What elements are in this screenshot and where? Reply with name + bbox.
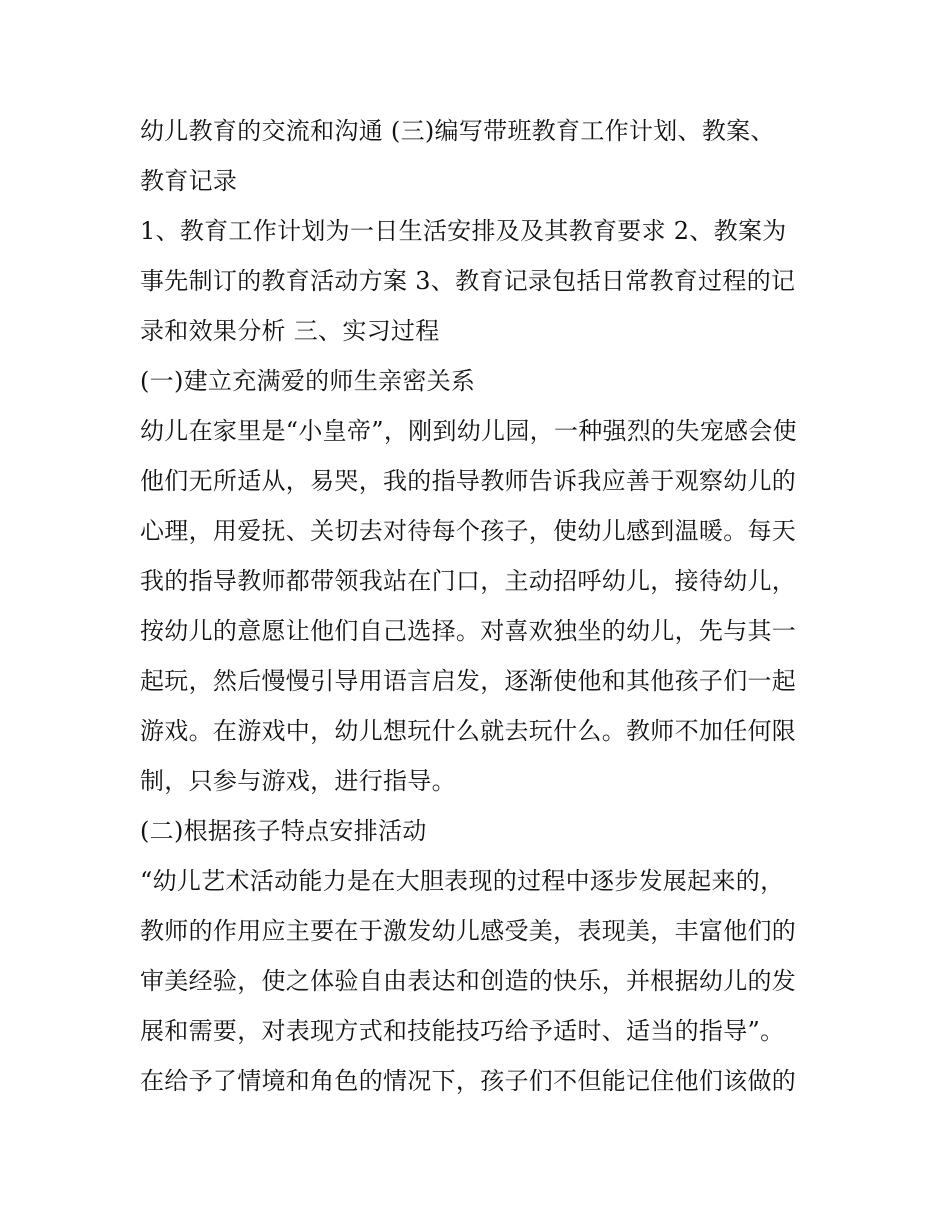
text-line: 他们无所适从，易哭，我的指导教师告诉我应善于观察幼儿的 [140,467,797,495]
text-line: 起玩，然后慢慢引导用语言启发，逐渐使他和其他孩子们一起 [140,667,797,695]
text-line: 我的指导教师都带领我站在门口，主动招呼幼儿，接待幼儿， [140,567,797,595]
text-line: 教育记录 [140,167,238,195]
section-heading: (一)建立充满爱的师生亲密关系 [140,367,476,395]
text-line: 审美经验，使之体验自由表达和创造的快乐，并根据幼儿的发 [140,967,797,995]
text-line: 录和效果分析 三、实习过程 [140,317,440,345]
text-line: 教师的作用应主要在于激发幼儿感受美，表现美，丰富他们的 [140,917,797,945]
section-heading: (二)根据孩子特点安排活动 [140,817,427,845]
text-line: 游戏。在游戏中，幼儿想玩什么就去玩什么。教师不加任何限 [140,717,797,745]
text-line: 在给予了情境和角色的情况下，孩子们不但能记住他们该做的 [140,1067,797,1095]
text-line: 按幼儿的意愿让他们自己选择。对喜欢独坐的幼儿，先与其一 [140,617,797,645]
text-line: “幼儿艺术活动能力是在大胆表现的过程中逐步发展起来的， [140,867,785,895]
text-line: 展和需要，对表现方式和技能技巧给予适时、适当的指导”。 [140,1017,785,1045]
text-line: 事先制订的教育活动方案 3、教育记录包括日常教育过程的记 [140,267,796,295]
text-line: 心理，用爱抚、关切去对待每个孩子，使幼儿感到温暖。每天 [140,517,797,545]
text-line: 幼儿在家里是“小皇帝”，刚到幼儿园，一种强烈的失宠感会使 [140,417,797,445]
text-line: 制，只参与游戏，进行指导。 [140,767,456,795]
text-line: 幼儿教育的交流和沟通 (三)编写带班教育工作计划、教案、 [140,117,775,145]
text-line: 1、教育工作计划为一日生活安排及及其教育要求 2、教案为 [140,217,787,245]
